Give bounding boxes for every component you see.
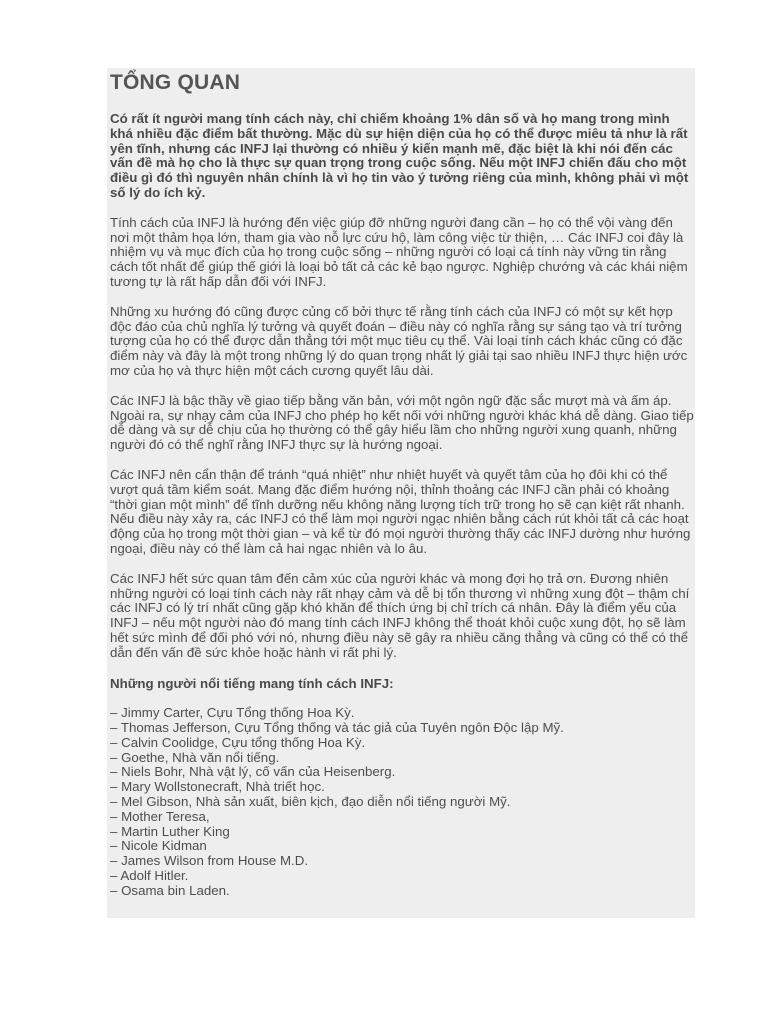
famous-people-heading: Những người nổi tiếng mang tính cách INFJ:	[110, 675, 394, 691]
list-item: – Jimmy Carter, Cựu Tổng thống Hoa Kỳ.	[110, 705, 355, 721]
intro-paragraph: Có rất ít người mang tính cách này, chỉ chiếm khoảng 1% dân số và họ mang trong mình khá nhiều đặc điểm bất thường. Mặc dù sự hiện diện của họ có thể được miêu tả như là rất yên tĩnh, nhưng các INFJ lại thường có nhiều ý kiến mạnh mẽ, đặc biệt là khi nói đến các vấn đề mà họ cho là thực sự quan trọng trong cuộc sống. Nếu một INFJ chiến đấu cho một điều gì đó thì nguyên nhân chính là vì họ tin vào ý tưởng riêng của mình, không phải vì một số lý do ích kỷ.	[110, 111, 689, 200]
list-item: – Adolf Hitler.	[110, 868, 189, 884]
list-item: – Niels Bohr, Nhà vật lý, cố vấn của Heisenberg.	[110, 764, 396, 780]
list-item: – James Wilson from House M.D.	[110, 853, 309, 869]
list-item: – Calvin Coolidge, Cựu tổng thống Hoa Kỳ.	[110, 734, 366, 750]
list-item: – Goethe, Nhà văn nổi tiếng.	[110, 749, 280, 765]
list-item: – Thomas Jefferson, Cựu Tổng thống và tác giả của Tuyên ngôn Độc lập Mỹ.	[110, 720, 564, 736]
list-item: – Martin Luther King	[110, 823, 230, 839]
body-paragraph-5: Các INFJ hết sức quan tâm đến cảm xúc của người khác và mong đợi họ trả ơn. Đương nhiên những người có loại tính cách này rất nhạy cảm và dễ bị tổn thương vì những xung đột – thậm chí các INFJ có lý trí nhất cũng gặp khó khăn để thích ứng bị chỉ trích cá nhân. Đây là điểm yếu của INFJ – nếu một người nào đó mang tính cách INFJ không thể thoát khỏi cuộc xung đột, họ sẽ làm hết sức mình để đối phó với nó, nhưng điều này sẽ gây ra nhiều căng thẳng và cũng có thể có thể dẫn đến vấn đề sức khỏe hoặc hành vi rất phi lý.	[110, 570, 690, 660]
list-item: – Mary Wollstonecraft, Nhà triết học.	[110, 779, 325, 795]
list-item: – Osama bin Laden.	[110, 882, 230, 898]
list-item: – Nicole Kidman	[110, 838, 207, 854]
list-item: – Mel Gibson, Nhà sản xuất, biên kịch, đạo diễn nổi tiếng người Mỹ.	[110, 794, 511, 810]
body-paragraph-1: Tính cách của INFJ là hướng đến việc giúp đỡ những người đang cần – họ có thể vội vàng đến nơi một thảm họa lớn, tham gia vào nỗ lực cứu hộ, làm công việc từ thiện, … Các INFJ coi đây là nhiệm vụ và mục đích của họ trong cuộc sống – những người có loại cá tính này vững tin rằng cách tốt nhất để giúp thế giới là loại bỏ tất cả các kẻ bạo ngược. Nghiệp chướng và các khái niệm tương tự là rất hấp dẫn đối với INFJ.	[110, 214, 688, 289]
document-content	[110, 68, 694, 899]
body-paragraph-3: Các INFJ là bậc thầy về giao tiếp bằng văn bản, với một ngôn ngữ đặc sắc mượt mà và ấm áp. Ngoài ra, sự nhạy cảm của INFJ cho phép họ kết nối với những người khác khá dễ dàng. Giao tiếp dễ dàng và sự dễ chịu của họ thường có thể gây hiểu lầm cho những người xung quanh, những người đó có thể nghĩ rằng INFJ thực sự là hướng ngoại.	[110, 392, 694, 453]
list-item: – Mother Teresa,	[110, 808, 210, 824]
body-paragraph-4: Các INFJ nên cẩn thận để tránh “quá nhiệt” như nhiệt huyết và quyết tâm của họ đôi khi có thể vượt quá tầm kiểm soát. Mang đặc điểm hướng nội, thỉnh thoảng các INFJ cần phải có khoảng “thời gian một mình” để tĩnh dưỡng nếu không năng lượng tích trữ trong họ sẽ cạn kiệt rất nhanh. Nếu điều này xảy ra, các INFJ có thể làm mọi người ngạc nhiên bằng cách rút khỏi tất cả các hoạt động của họ trong một thời gian – và kể từ đó mọi người thường thấy các INFJ dường như hướng ngoại, điều này có thể làm cả hai ngạc nhiên và lo âu.	[110, 466, 691, 556]
famous-people-list	[110, 706, 694, 898]
page-title: TỔNG QUAN	[110, 71, 241, 94]
body-paragraph-2: Những xu hướng đó cũng được củng cố bởi thực tế rằng tính cách của INFJ có một sự kết hợp độc đáo của chủ nghĩa lý tưởng và quyết đoán – điều này có nghĩa rằng sự sáng tạo và trí tưởng tượng của họ có thể được dẫn thẳng tới một mục tiêu cụ thể. Vài loại tính cách khác cũng có đặc điểm này và đây là một trong những lý do quan trọng nhất lý giải tại sao nhiều INFJ thực hiện ước mơ của họ và thực hiện một cách cương quyết lâu dài.	[110, 303, 688, 378]
